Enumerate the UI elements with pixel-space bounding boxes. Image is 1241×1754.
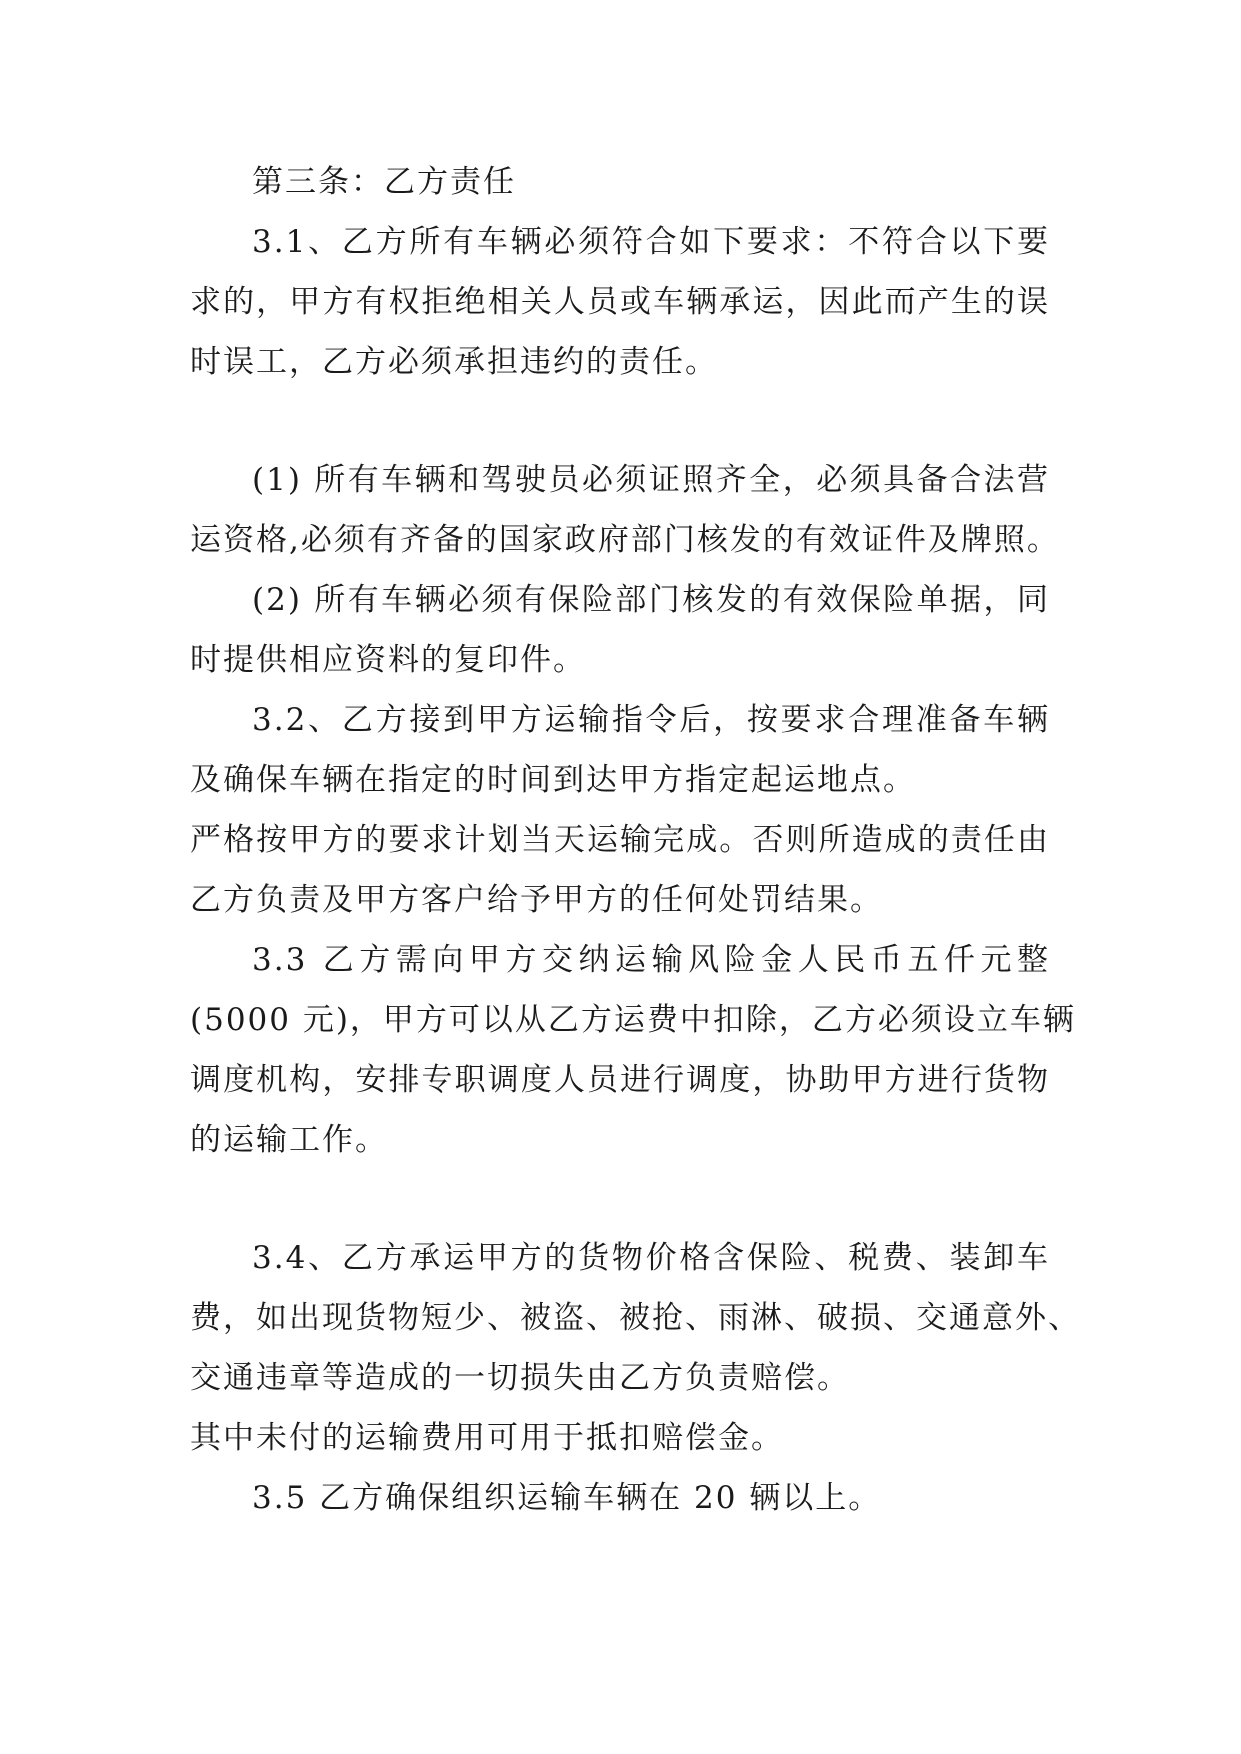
clause-3-1-line-1: 3.1、乙方所有车辆必须符合如下要求：不符合以下要 bbox=[252, 224, 1050, 260]
clause-3-4-line-3: 交通违章等造成的一切损失由乙方负责赔偿。 bbox=[190, 1360, 850, 1396]
clause-3-4-line-1: 3.4、乙方承运甲方的货物价格含保险、税费、装卸车 bbox=[252, 1240, 1050, 1276]
article-heading: 第三条：乙方责任 bbox=[252, 164, 516, 200]
item-1-line-2: 运资格,必须有齐备的国家政府部门核发的有效证件及牌照。 bbox=[190, 522, 1060, 558]
item-2-line-2: 时提供相应资料的复印件。 bbox=[190, 642, 586, 678]
clause-3-4-line-2: 费，如出现货物短少、被盗、被抢、雨淋、破损、交通意外、 bbox=[190, 1300, 1081, 1336]
clause-3-2-line-3: 严格按甲方的要求计划当天运输完成。否则所造成的责任由 bbox=[190, 822, 1050, 858]
clause-3-3-line-3: 调度机构，安排专职调度人员进行调度，协助甲方进行货物 bbox=[190, 1062, 1050, 1098]
clause-3-2-line-4: 乙方负责及甲方客户给予甲方的任何处罚结果。 bbox=[190, 882, 883, 918]
clause-3-4-line-4: 其中未付的运输费用可用于抵扣赔偿金。 bbox=[190, 1420, 784, 1456]
clause-3-2-line-1: 3.2、乙方接到甲方运输指令后，按要求合理准备车辆 bbox=[252, 702, 1050, 738]
clause-3-1-line-3: 时误工，乙方必须承担违约的责任。 bbox=[190, 344, 718, 380]
clause-3-2-line-2: 及确保车辆在指定的时间到达甲方指定起运地点。 bbox=[190, 762, 916, 798]
clause-3-3-line-1: 3.3 乙方需向甲方交纳运输风险金人民币五仟元整 bbox=[252, 942, 1050, 978]
item-2-line-1: (2) 所有车辆必须有保险部门核发的有效保险单据，同 bbox=[252, 582, 1050, 618]
clause-3-3-line-4: 的运输工作。 bbox=[190, 1122, 388, 1158]
clause-3-3-line-2: (5000 元)，甲方可以从乙方运费中扣除，乙方必须设立车辆 bbox=[190, 1002, 1076, 1038]
clause-3-5-line-1: 3.5 乙方确保组织运输车辆在 20 辆以上。 bbox=[252, 1480, 882, 1516]
item-1-line-1: (1) 所有车辆和驾驶员必须证照齐全，必须具备合法营 bbox=[252, 462, 1050, 498]
clause-3-1-line-2: 求的，甲方有权拒绝相关人员或车辆承运，因此而产生的误 bbox=[190, 284, 1050, 320]
